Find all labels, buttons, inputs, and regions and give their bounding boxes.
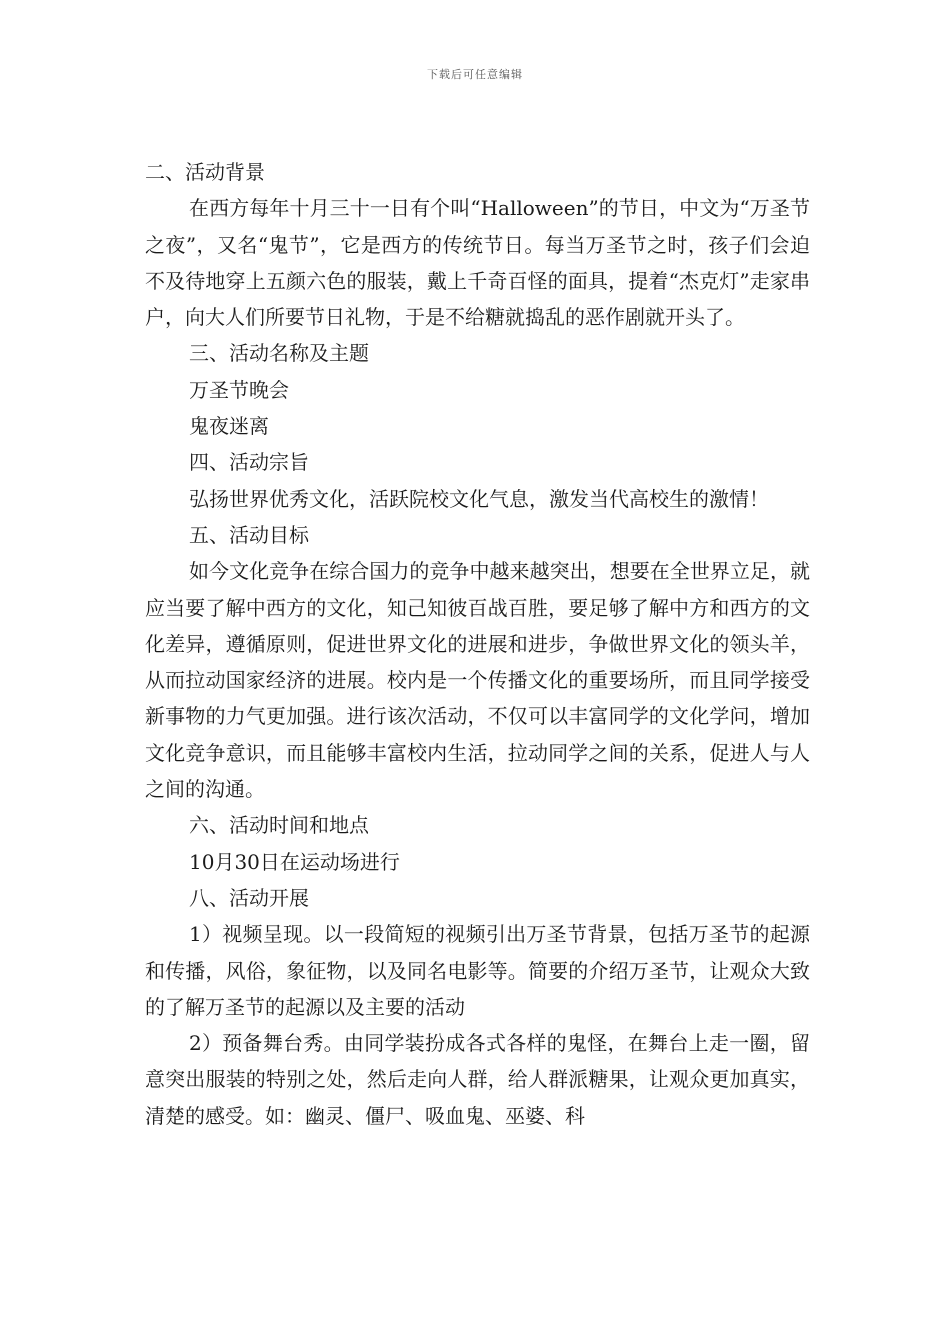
section-heading-activities: 八、活动开展	[189, 885, 309, 910]
paragraph-event-name: 万圣节晚会	[189, 377, 289, 402]
document-body	[145, 154, 810, 1134]
section-heading-background: 二、活动背景	[145, 160, 265, 184]
section-heading-goals: 五、活动目标	[189, 522, 309, 547]
paragraph-activity-stage-show: 2）预备舞台秀。由同学装扮成各式各样的鬼怪，在舞台上走一圈，留意突出服装的特别之处，然后走向人群，给人群派糖果，让观众更加真实，清楚的感受。如：幽灵、僵尸、吸血鬼、巫婆、科	[145, 1031, 810, 1128]
paragraph-event-theme: 鬼夜迷离	[189, 414, 269, 439]
paragraph-activity-video: 1）视频呈现。以一段简短的视频引出万圣节背景，包括万圣节的起源和传播，风俗，象征物，以及同名电影等。简要的介绍万圣节，让观众大致的了解万圣节的起源以及主要的活动	[145, 922, 810, 1019]
paragraph-time-place: 10月30日在运动场进行	[189, 849, 400, 874]
section-heading-time-place: 六、活动时间和地点	[189, 813, 369, 838]
paragraph-background: 在西方每年十月三十一日有个叫“Halloween”的节日，中文为“万圣节之夜”，又名“鬼节”，它是西方的传统节日。每当万圣节之时，孩子们会迫不及待地穿上五颜六色的服装，戴上千奇百怪的面具，提着“杰克灯”走家串户，向大人们所要节日礼物，于是不给糖就捣乱的恶作剧就开头了。	[145, 196, 810, 330]
section-heading-purpose: 四、活动宗旨	[189, 450, 309, 475]
section-heading-name-theme: 三、活动名称及主题	[189, 341, 369, 366]
paragraph-goals: 如今文化竞争在综合国力的竞争中越来越突出，想要在全世界立足，就应当要了解中西方的文化，知己知彼百战百胜，要足够了解中方和西方的文化差异，遵循原则，促进世界文化的进展和进步，争做世界文化的领头羊，从而拉动国家经济的进展。校内是一个传播文化的重要场所，而且同学接受新事物的力气更加强。进行该次活动，不仅可以丰富同学的文化学问，增加文化竞争意识，而且能够丰富校内生活，拉动同学之间的关系，促进人与人之间的沟通。	[145, 559, 810, 802]
page-header: 下载后可任意编辑	[427, 68, 523, 81]
paragraph-purpose: 弘扬世界优秀文化，活跃院校文化气息，激发当代高校生的激情！	[189, 486, 769, 511]
